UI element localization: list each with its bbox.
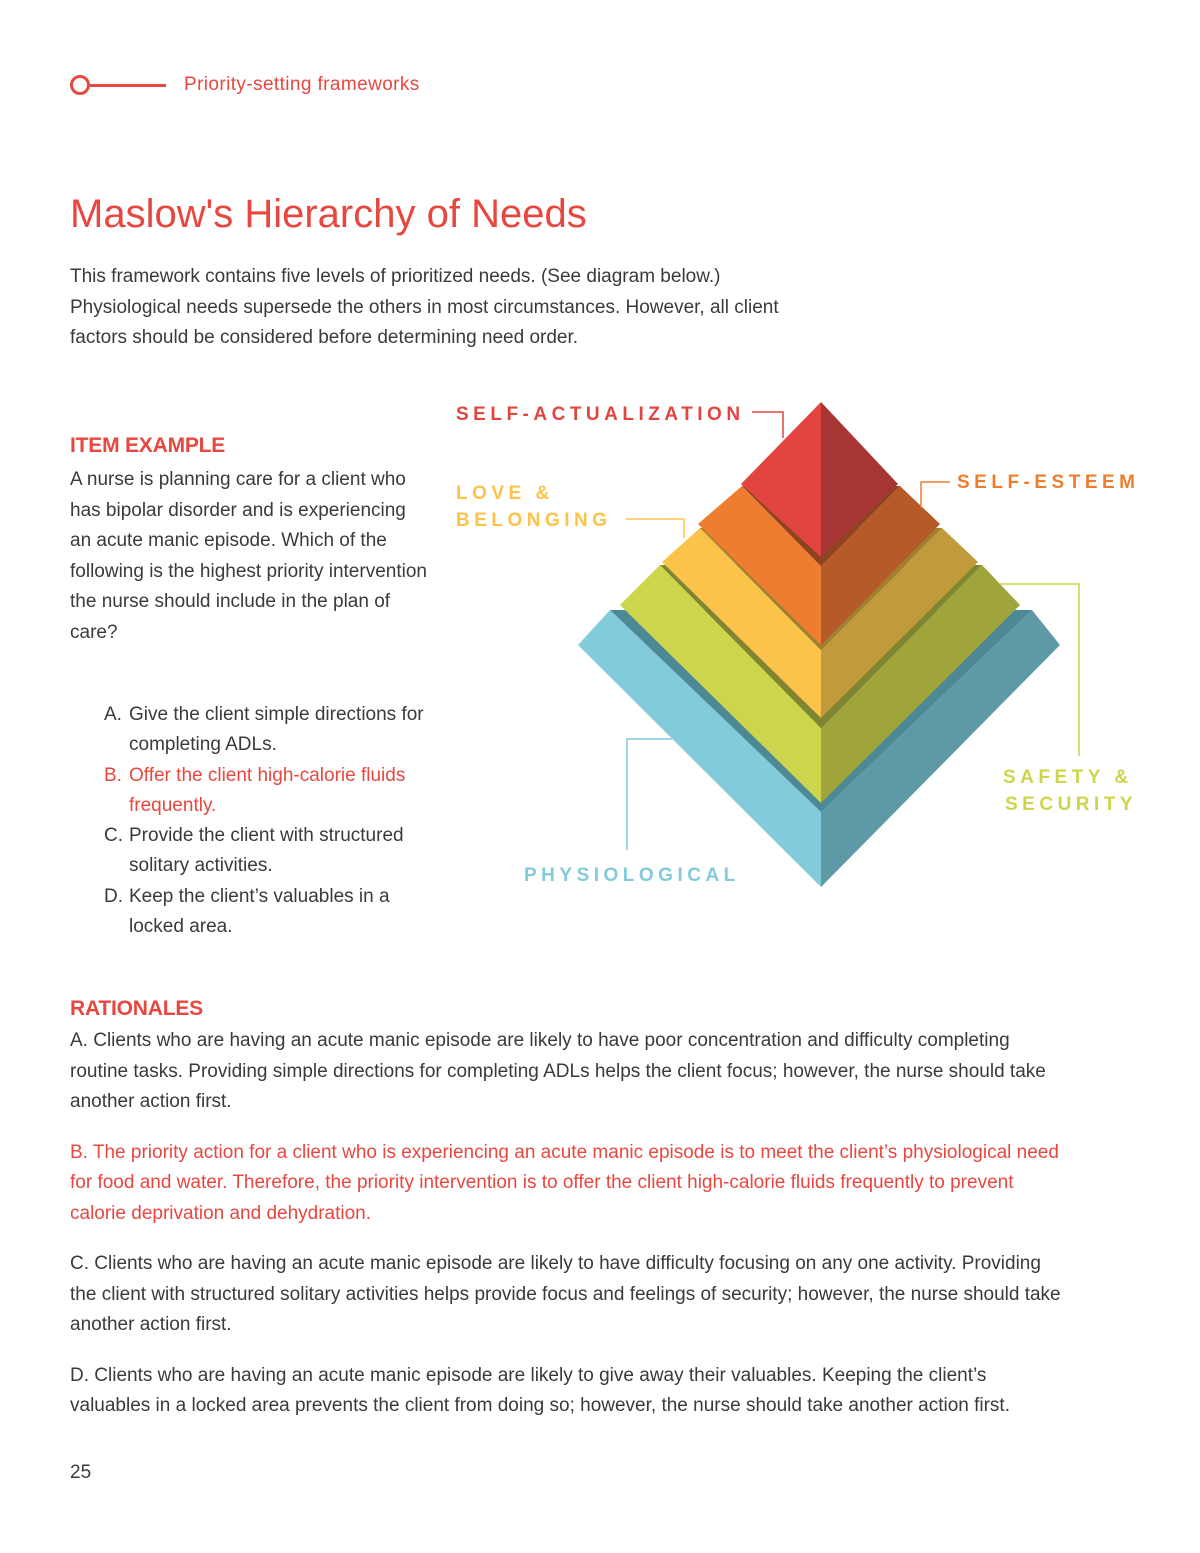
section-tag-label: Priority-setting frameworks [184, 74, 420, 95]
answer-options [104, 700, 444, 942]
label-love-belonging-line1: LOVE & [456, 483, 554, 504]
page-title: Maslow's Hierarchy of Needs [70, 192, 587, 236]
answer-option-c [104, 821, 444, 882]
leader-line-self-esteem [921, 482, 950, 508]
label-physiological: PHYSIOLOGICAL [524, 865, 740, 886]
rationales-list [70, 1026, 1070, 1442]
rationale-c: C. Clients who are having an acute manic episode are likely to have difficulty focusing on any one activity. Providing the client with structured solitary activities helps provide focus and feelings of security; however, the nurse should take another action first. [70, 1253, 1061, 1335]
label-love-belonging-line2: BELONGING [456, 510, 612, 531]
option-text: Keep the client’s valuables in a locked area. [129, 885, 390, 938]
leader-line-love-belonging [626, 519, 684, 538]
page-number: 25 [70, 1462, 92, 1483]
rationale-a: A. Clients who are having an acute manic episode are likely to have poor concentration and difficulty completing routine tasks. Providing simple directions for completing ADLs helps the client focus; however, the nurse should take another action first. [70, 1030, 1046, 1112]
leader-line-physiological [627, 739, 672, 850]
option-text: Provide the client with structured solitary activities. [129, 825, 404, 877]
leader-line-self-actualization [752, 412, 783, 438]
answer-option-d [104, 882, 444, 943]
answer-option-a [104, 700, 444, 761]
question-text: A nurse is planning care for a client who has bipolar disorder and is experiencing an acute manic episode. Which of the following is the highest priority intervention the nurse should include in the plan of care? [70, 469, 427, 643]
label-safety-security-line1: SAFETY & [1003, 767, 1133, 788]
label-self-actualization: SELF-ACTUALIZATION [456, 404, 745, 425]
label-safety-security-line2: SECURITY [1005, 794, 1138, 815]
item-example-heading: ITEM EXAMPLE [70, 434, 226, 457]
answer-option-b [104, 761, 444, 822]
label-self-esteem: SELF-ESTEEM [957, 472, 1140, 493]
option-letter: D. [104, 885, 123, 907]
option-letter: B. [104, 764, 122, 786]
option-text: Give the client simple directions for completing ADLs. [129, 704, 424, 756]
option-text: Offer the client high-calorie fluids frequently. [129, 764, 406, 816]
intro-paragraph: This framework contains five levels of prioritized needs. (See diagram below.) Physiological needs supersede the others in most circumstances. However, all client factors should be considered before determining need order. [70, 266, 779, 348]
rationale-d: D. Clients who are having an acute manic episode are likely to give away their valuables. Keeping the client’s valuables in a locked area prevents the client from doing so; however, the nurse should take another action first. [70, 1364, 1010, 1416]
option-letter: C. [104, 825, 123, 847]
rationale-b: B. The priority action for a client who is experiencing an acute manic episode is to meet the client’s physiological need for food and water. Therefore, the priority intervention is to offer the client high-calorie fluids frequently to prevent calorie deprivation and dehydration. [70, 1141, 1059, 1224]
option-letter: A. [104, 704, 122, 725]
rationales-heading: RATIONALES [70, 997, 203, 1020]
